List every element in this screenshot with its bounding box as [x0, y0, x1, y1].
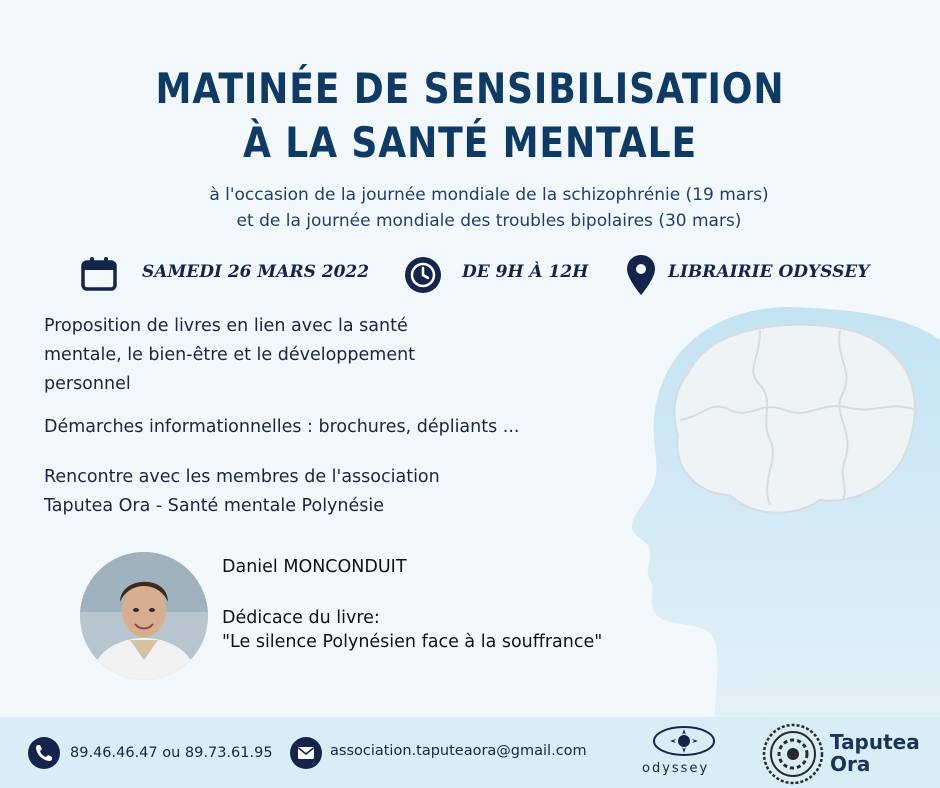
title-line-2: À LA SANTÉ MENTALE — [243, 118, 697, 167]
phone-icon — [28, 737, 60, 769]
calendar-icon — [80, 256, 118, 292]
odyssey-logo-icon — [650, 723, 718, 759]
email-address[interactable]: association.taputeaora@gmail.com — [330, 743, 587, 759]
location-pin-icon — [626, 254, 656, 296]
taputea-logo-line-2: Ora — [830, 752, 871, 776]
brain-puzzle — [674, 325, 915, 513]
author-avatar — [80, 552, 208, 680]
activity-information: Démarches informationnelles : brochures, dépliants ... — [44, 417, 520, 437]
taputea-ora-logo-icon — [762, 723, 824, 785]
phone-numbers[interactable]: 89.46.46.47 ou 89.73.61.95 — [70, 745, 273, 761]
subtitle-line-1: à l'occasion de la journée mondiale de la schizophrénie (19 mars) — [209, 185, 769, 205]
activity-meeting: Rencontre avec les membres de l'association Taputea Ora - Santé mentale Polynésie — [44, 467, 440, 516]
footer — [0, 717, 940, 788]
event-time: DE 9H À 12H — [462, 262, 589, 282]
odyssey-logo-text: odyssey — [642, 761, 710, 776]
head-puzzle-illustration — [610, 300, 940, 720]
subtitle-line-2: et de la journée mondiale des troubles bipolaires (30 mars) — [236, 211, 742, 231]
taputea-logo-line-1: Taputea — [830, 730, 920, 754]
activity-books: Proposition de livres en lien avec la santé mentale, le bien-être et le développement personnel — [44, 316, 416, 394]
event-date: SAMEDI 26 MARS 2022 — [142, 262, 370, 282]
dedication-label: Dédicace du livre: — [222, 608, 380, 628]
clock-icon — [404, 256, 442, 294]
book-title: "Le silence Polynésien face à la souffrance" — [222, 632, 603, 652]
author-name: Daniel MONCONDUIT — [222, 557, 407, 577]
event-place: LIBRAIRIE ODYSSEY — [668, 262, 870, 282]
envelope-icon — [290, 737, 322, 769]
title-line-1: MATINÉE DE SENSIBILISATION — [155, 64, 785, 113]
